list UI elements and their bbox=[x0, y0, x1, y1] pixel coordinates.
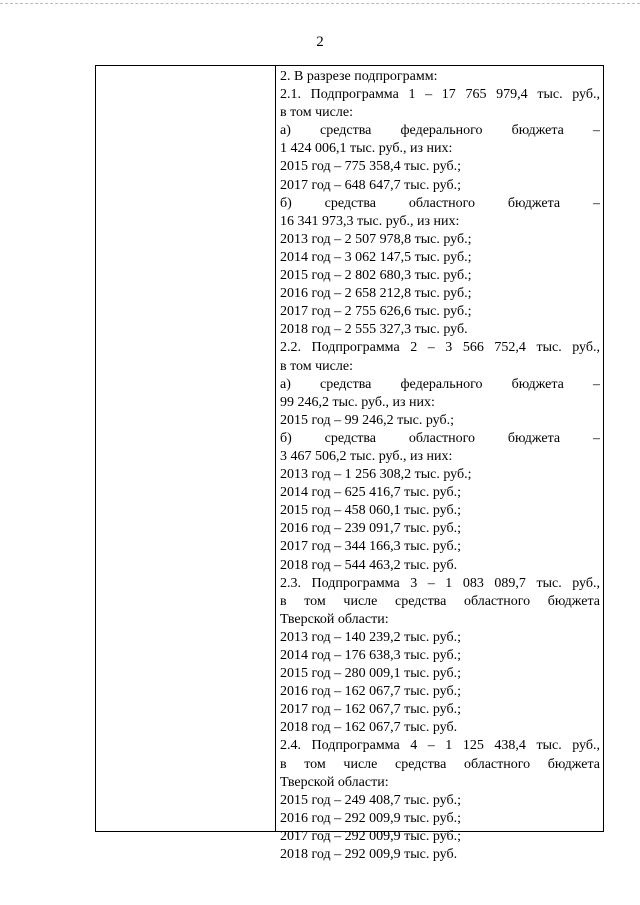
text-line: 2.1. Подпрограмма 1 – 17 765 979,4 тыс. руб., bbox=[280, 87, 600, 103]
text-line: 2018 год – 544 463,2 тыс. руб. bbox=[280, 557, 458, 573]
text-line: 2016 год – 2 658 212,8 тыс. руб.; bbox=[280, 286, 472, 302]
text-line: 1 424 006,1 тыс. руб., из них: bbox=[280, 141, 453, 157]
table-right-column bbox=[280, 68, 600, 864]
text-line: 2017 год – 344 166,3 тыс. руб.; bbox=[280, 539, 461, 555]
text-line: 2015 год – 458 060,1 тыс. руб.; bbox=[280, 503, 461, 519]
text-line: 2017 год – 292 009,9 тыс. руб.; bbox=[280, 828, 461, 844]
text-line: 2014 год – 176 638,3 тыс. руб.; bbox=[280, 648, 461, 663]
text-line: 2018 год – 2 555 327,3 тыс. руб. bbox=[280, 322, 468, 338]
text-line: а) средства федерального бюджета – bbox=[280, 376, 600, 392]
text-line: 2.2. Подпрограмма 2 – 3 566 752,4 тыс. руб., bbox=[280, 340, 600, 356]
text-line: 2016 год – 162 067,7 тыс. руб.; bbox=[280, 684, 461, 700]
text-line: 2016 год – 239 091,7 тыс. руб.; bbox=[280, 521, 461, 537]
text-line: 2015 год – 280 009,1 тыс. руб.; bbox=[280, 666, 461, 682]
text-line: 2013 год – 140 239,2 тыс. руб.; bbox=[280, 629, 461, 645]
page-number: 2 bbox=[316, 34, 324, 50]
text-line: 3 467 506,2 тыс. руб., из них: bbox=[280, 448, 453, 464]
text-line: Тверской области: bbox=[280, 774, 389, 790]
funding-table bbox=[95, 65, 604, 863]
text-line: в том числе средства областного бюджета bbox=[280, 756, 600, 772]
text-line: 2.4. Подпрограмма 4 – 1 125 438,4 тыс. руб., bbox=[280, 738, 600, 754]
text-line: 2017 год – 162 067,7 тыс. руб.; bbox=[280, 702, 461, 718]
text-line: 2013 год – 2 507 978,8 тыс. руб.; bbox=[280, 231, 472, 247]
scan-top-edge bbox=[0, 0, 640, 4]
text-line: Тверской области: bbox=[280, 611, 389, 627]
text-line: 2016 год – 292 009,9 тыс. руб.; bbox=[280, 810, 461, 826]
text-line: 2. В разрезе подпрограмм: bbox=[280, 69, 438, 84]
text-line: 99 246,2 тыс. руб., из них: bbox=[280, 394, 435, 410]
text-line: в том числе: bbox=[280, 105, 353, 121]
text-line: б) средства областного бюджета – bbox=[280, 195, 600, 211]
text-line: 2017 год – 648 647,7 тыс. руб.; bbox=[280, 177, 461, 193]
text-line: 2018 год – 162 067,7 тыс. руб. bbox=[280, 720, 458, 736]
text-line: 2015 год – 249 408,7 тыс. руб.; bbox=[280, 792, 461, 808]
text-line: б) средства областного бюджета – bbox=[280, 430, 600, 446]
text-line: 16 341 973,3 тыс. руб., из них: bbox=[280, 213, 460, 229]
table-left-column bbox=[96, 66, 276, 831]
text-line: 2017 год – 2 755 626,6 тыс. руб.; bbox=[280, 304, 472, 320]
text-line: в том числе средства областного бюджета bbox=[280, 593, 600, 609]
text-line: в том числе: bbox=[280, 358, 353, 374]
text-line: 2.3. Подпрограмма 3 – 1 083 089,7 тыс. руб., bbox=[280, 575, 600, 591]
text-line: 2015 год – 99 246,2 тыс. руб.; bbox=[280, 412, 454, 428]
text-line: а) средства федерального бюджета – bbox=[280, 123, 600, 139]
text-line: 2018 год – 292 009,9 тыс. руб. bbox=[280, 847, 458, 863]
text-line: 2014 год – 3 062 147,5 тыс. руб.; bbox=[280, 249, 472, 265]
text-line: 2014 год – 625 416,7 тыс. руб.; bbox=[280, 485, 461, 501]
text-line: 2013 год – 1 256 308,2 тыс. руб.; bbox=[280, 467, 472, 483]
text-line: 2015 год – 775 358,4 тыс. руб.; bbox=[280, 159, 461, 175]
text-line: 2015 год – 2 802 680,3 тыс. руб.; bbox=[280, 268, 472, 284]
